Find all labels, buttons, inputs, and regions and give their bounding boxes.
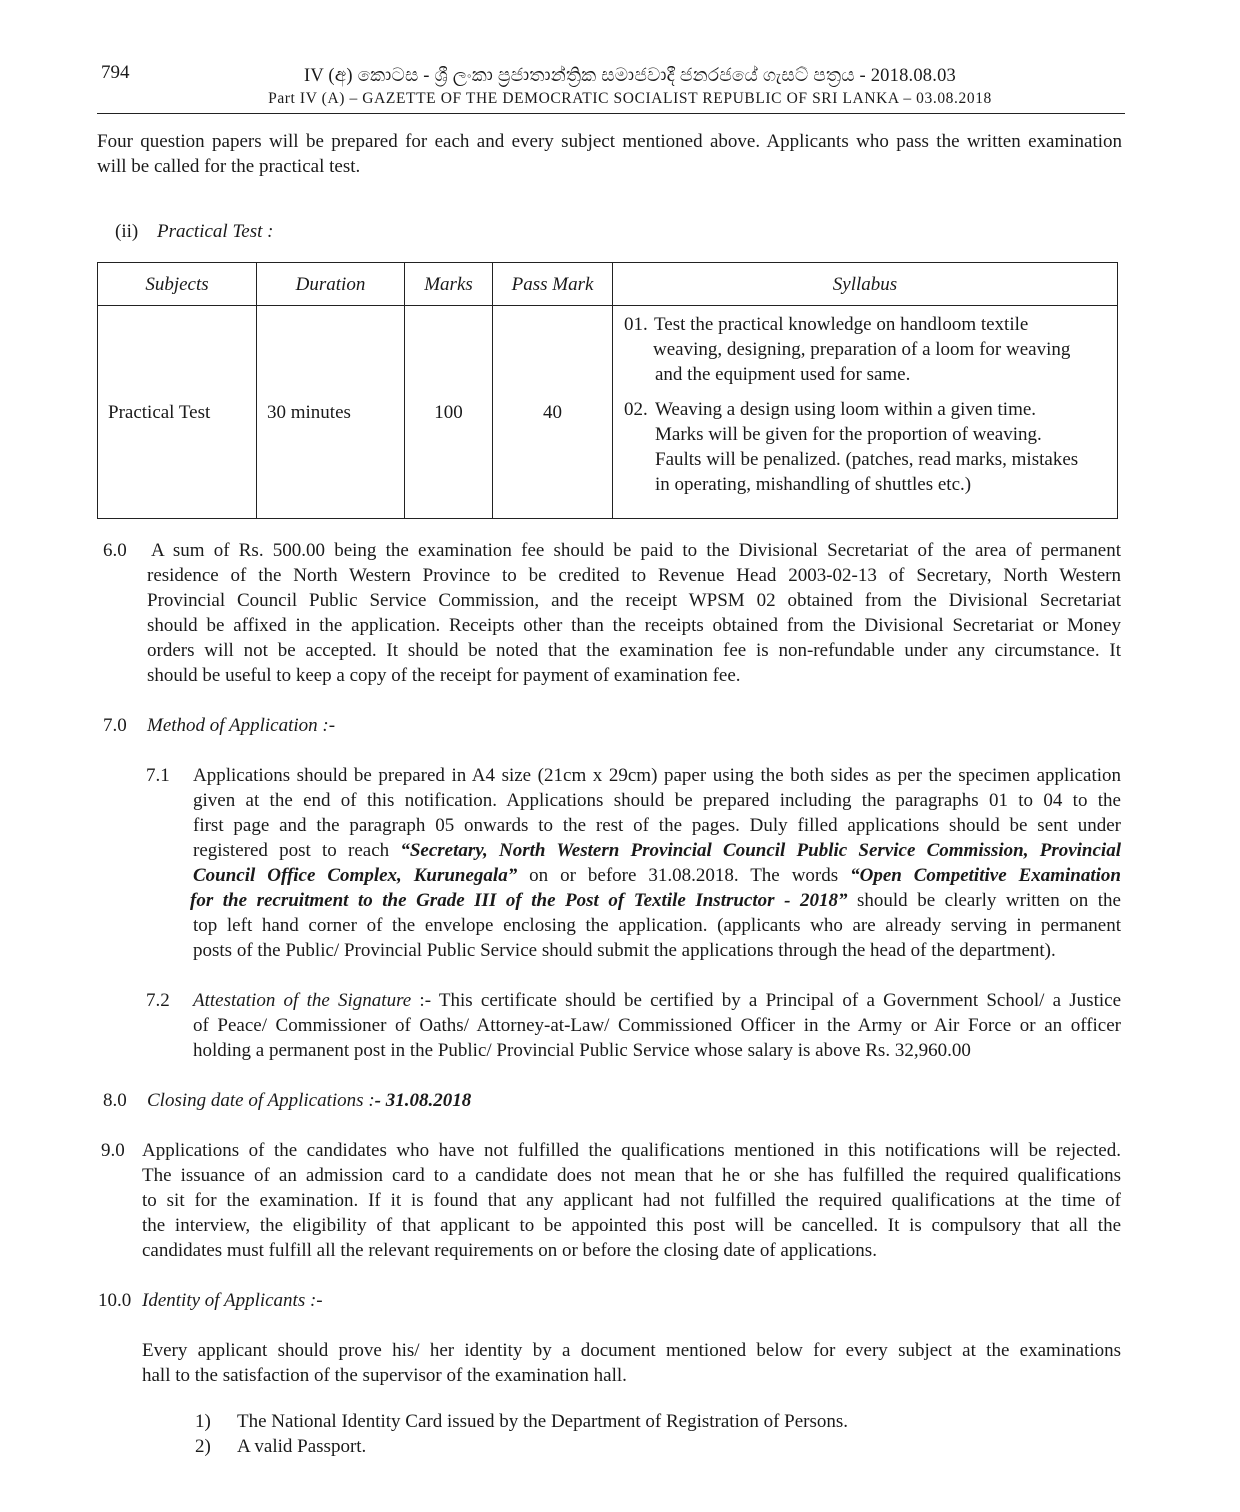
section-10-number: 10.0: [98, 1290, 132, 1311]
table-row: [98, 306, 1118, 519]
section-7-2-line: holding a permanent post in the Public/ Provincial Public Service whose salary is above Rs. 32,960.00: [193, 1040, 971, 1061]
section-7-1-line: first page and the paragraph 05 onwards to the rest of the pages. Duly filled applications should be sent under: [193, 815, 1121, 836]
column-header-duration: Duration: [257, 263, 405, 306]
text-span: registered post to reach: [193, 840, 401, 861]
section-7-1-line: posts of the Public/ Provincial Public Service should submit the applications through the head of the department).: [193, 940, 1056, 961]
section-10-line: hall to the satisfaction of the supervisor of the examination hall.: [142, 1365, 627, 1386]
cell-subject: Practical Test: [98, 306, 257, 519]
text-span: should be clearly written on the: [847, 890, 1121, 911]
text-span: :- This certificate should be certified by a Principal of a Government School/ a Justice: [411, 990, 1122, 1011]
syllabus-item-1-line-1: Test the practical knowledge on handloom textile: [654, 314, 1029, 335]
list-item: A valid Passport.: [237, 1436, 367, 1457]
syllabus-item-2-line-1: Weaving a design using loom within a given time.: [655, 399, 1037, 420]
section-7-2-line: [193, 988, 1121, 1013]
exam-title-text: for the recruitment to the Grade III of the Post of Textile Instructor - 2018”: [190, 890, 848, 911]
table-header-row: [98, 263, 1118, 306]
section-6-line: A sum of Rs. 500.00 being the examination fee should be paid to the Divisional Secretariat of the area of permanent: [151, 540, 1121, 561]
section-8-line: [147, 1088, 471, 1113]
list-item: The National Identity Card issued by the Department of Registration of Persons.: [237, 1411, 849, 1432]
text-span: on or before 31.08.2018. The words: [517, 865, 851, 886]
attestation-label: Attestation of the Signature: [193, 990, 412, 1011]
section-7-number: 7.0: [103, 715, 127, 736]
section-7-1-line: [193, 838, 1121, 863]
practical-test-table: [97, 262, 1118, 519]
section-9-line: to sit for the examination. If it is found that any applicant had not fulfilled the required qualifications at the time of: [142, 1190, 1121, 1211]
cell-duration: 30 minutes: [257, 306, 405, 519]
section-9-number: 9.0: [101, 1140, 125, 1161]
address-text: “Secretary, North Western Provincial Council Public Service Commission, Provincial: [400, 840, 1121, 861]
column-header-pass-mark: Pass Mark: [493, 263, 613, 306]
section-6-line: should be affixed in the application. Receipts other than the receipts obtained from the Divisional Secretariat or Money: [147, 615, 1121, 636]
section-8-number: 8.0: [103, 1090, 127, 1111]
practical-heading-number: (ii): [115, 221, 139, 242]
syllabus-item-2-number: 02.: [624, 399, 648, 420]
address-text: Council Office Complex, Kurunegala”: [193, 865, 518, 886]
syllabus-item-1-line-2: weaving, designing, preparation of a loom for weaving: [653, 339, 1071, 360]
closing-date: - 31.08.2018: [374, 1090, 472, 1111]
gazette-title-english: Part IV (A) – GAZETTE OF THE DEMOCRATIC SOCIALIST REPUBLIC OF SRI LANKA – 03.08.2018: [268, 90, 992, 107]
section-7-1-line: [190, 888, 1121, 913]
section-6-line: orders will not be accepted. It should be noted that the examination fee is non-refundable under any circumstance. It: [147, 640, 1121, 661]
section-7-1-line: Applications should be prepared in A4 size (21cm x 29cm) paper using the both sides as per the specimen application: [193, 765, 1121, 786]
syllabus-item-1-line-3: and the equipment used for same.: [655, 364, 911, 385]
section-9-line: the interview, the eligibility of that applicant to be appointed this post will be cancelled. It is compulsory that all the: [142, 1215, 1121, 1236]
section-6-line: residence of the North Western Province to be credited to Revenue Head 2003-02-13 of Secretary, North Western: [147, 565, 1121, 586]
syllabus-item-1-number: 01.: [624, 314, 648, 335]
section-6-line: Provincial Council Public Service Commission, and the receipt WPSM 02 obtained from the Divisional Secretariat: [147, 590, 1121, 611]
practical-heading: Practical Test :: [157, 221, 274, 242]
syllabus-item-2-line-4: in operating, mishandling of shuttles etc.): [655, 474, 972, 495]
list-item-number: 2): [195, 1436, 211, 1457]
syllabus-item-2-line-3: Faults will be penalized. (patches, read marks, mistakes: [655, 449, 1079, 470]
section-7-2-number: 7.2: [146, 990, 170, 1011]
section-7-1-number: 7.1: [146, 765, 170, 786]
column-header-subjects: Subjects: [98, 263, 257, 306]
header-rule: [97, 113, 1125, 114]
intro-line-2: will be called for the practical test.: [97, 156, 361, 177]
section-6-number: 6.0: [103, 540, 127, 561]
gazette-title-sinhala: IV (අ) කොටස - ශ්‍රී ලංකා ප්‍රජාතාන්ත්‍රික සමාජවාදී ජනරජයේ ගැසට් පත්‍රය - 2018.08.03: [304, 66, 956, 86]
column-header-marks: Marks: [405, 263, 493, 306]
section-7-1-line: [193, 863, 1121, 888]
section-7-2-line: of Peace/ Commissioner of Oaths/ Attorney-at-Law/ Commissioned Officer in the Army or Air Force or an officer: [193, 1015, 1121, 1036]
section-7-1-line: given at the end of this notification. Applications should be prepared including the paragraphs 01 to 04 to the: [193, 790, 1121, 811]
section-9-line: candidates must fulfill all the relevant requirements on or before the closing date of applications.: [142, 1240, 877, 1261]
cell-marks: 100: [405, 306, 493, 519]
syllabus-item-2-line-2: Marks will be given for the proportion of weaving.: [655, 424, 1042, 445]
section-7-1-line: top left hand corner of the envelope enclosing the application. (applicants who are already serving in permanent: [193, 915, 1121, 936]
page-number: 794: [101, 62, 130, 83]
cell-syllabus: [613, 306, 1118, 519]
exam-title-text: “Open Competitive Examination: [850, 865, 1121, 886]
section-6-line: should be useful to keep a copy of the receipt for payment of examination fee.: [147, 665, 741, 686]
closing-date-label: Closing date of Applications :: [147, 1090, 375, 1111]
section-9-line: The issuance of an admission card to a candidate does not mean that he or she has fulfilled the required qualifications: [142, 1165, 1121, 1186]
section-10-heading: Identity of Applicants :-: [142, 1290, 323, 1311]
list-item-number: 1): [195, 1411, 211, 1432]
intro-line-1: Four question papers will be prepared for each and every subject mentioned above. Applicants who pass the written examination: [97, 131, 1122, 152]
column-header-syllabus: Syllabus: [613, 263, 1118, 306]
section-10-line: Every applicant should prove his/ her identity by a document mentioned below for every subject at the examinations: [142, 1340, 1121, 1361]
section-7-heading: Method of Application :-: [147, 715, 336, 736]
section-9-line: Applications of the candidates who have not fulfilled the qualifications mentioned in this notifications will be rejected.: [142, 1140, 1121, 1161]
cell-pass-mark: 40: [493, 306, 613, 519]
